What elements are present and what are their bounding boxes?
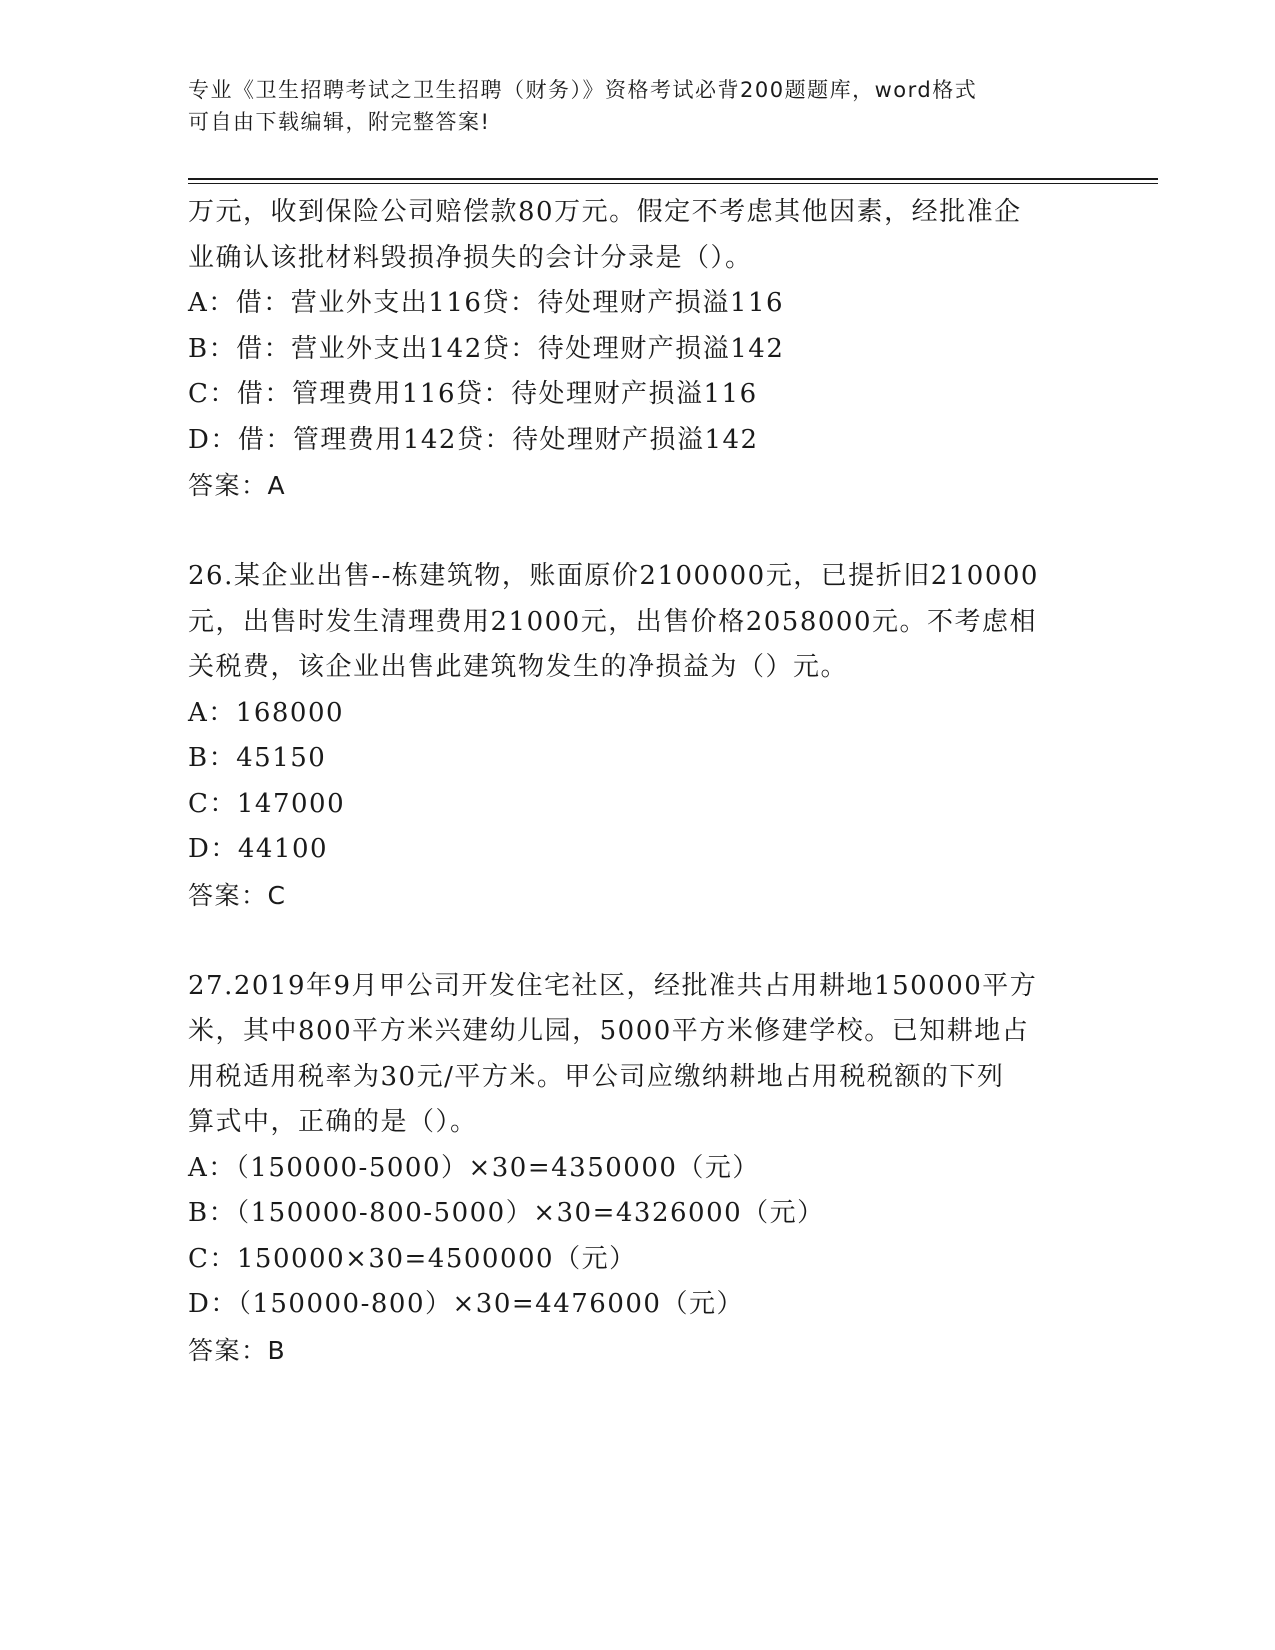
answer-line: 答案：A — [188, 471, 287, 500]
question-25 — [188, 190, 1088, 509]
option-b: B：45150 — [188, 743, 327, 773]
answer-line: 答案：C — [188, 880, 287, 910]
header-line-2: 可自由下载编辑，附完整答案! — [188, 110, 491, 134]
spacer — [188, 918, 1088, 964]
option-b: B：借：营业外支出142贷：待处理财产损溢142 — [188, 333, 785, 364]
question-stem-line: 关税费，该企业出售此建筑物发生的净损益为（）元。 — [188, 652, 849, 682]
question-stem-line: 元，出售时发生清理费用21000元，出售价格2058000元。不考虑相 — [188, 606, 1038, 637]
question-stem-line: 米，其中800平方米兴建幼儿园，5000平方米修建学校。已知耕地占 — [188, 1016, 1030, 1046]
header-divider-thick — [188, 178, 1158, 180]
question-stem-line: 26.某企业出售--栋建筑物，账面原价2100000元，已提折旧210000 — [188, 561, 1039, 591]
header-divider-thin — [188, 183, 1158, 184]
option-c: C：借：管理费用116贷：待处理财产损溢116 — [188, 379, 758, 409]
question-stem-line: 用税适用税率为30元/平方米。甲公司应缴纳耕地占用税税额的下列 — [188, 1061, 1005, 1092]
question-stem-line: 万元，收到保险公司赔偿款80万元。假定不考虑其他因素，经批准企 — [188, 197, 1022, 227]
option-d: D：借：管理费用142贷：待处理财产损溢142 — [188, 424, 759, 455]
option-a: A：168000 — [188, 697, 345, 728]
option-a: A：（150000-5000）×30=4350000（元） — [188, 1152, 760, 1183]
option-a: A：借：营业外支出116贷：待处理财产损溢116 — [188, 288, 785, 318]
question-stem-line: 27.2019年9月甲公司开发住宅社区，经批准共占用耕地150000平方 — [188, 970, 1038, 1001]
option-b: B：（150000-800-5000）×30=4326000（元） — [188, 1198, 825, 1228]
question-stem-line: 业确认该批材料毁损净损失的会计分录是（）。 — [188, 242, 753, 273]
document-header — [188, 74, 1068, 138]
option-c: C：147000 — [188, 788, 346, 819]
question-26 — [188, 554, 1088, 918]
question-stem-line: 算式中，正确的是（）。 — [188, 1107, 478, 1137]
option-c: C：150000×30=4500000（元） — [188, 1243, 637, 1274]
header-line-1: 专业《卫生招聘考试之卫生招聘（财务）》资格考试必背200题题库，word格式 — [188, 78, 978, 102]
document-body — [188, 190, 1088, 1373]
option-d: D：（150000-800）×30=4476000（元） — [188, 1289, 744, 1319]
option-d: D：44100 — [188, 834, 329, 864]
answer-line: 答案：B — [188, 1335, 287, 1365]
question-27 — [188, 964, 1088, 1374]
spacer — [188, 509, 1088, 555]
